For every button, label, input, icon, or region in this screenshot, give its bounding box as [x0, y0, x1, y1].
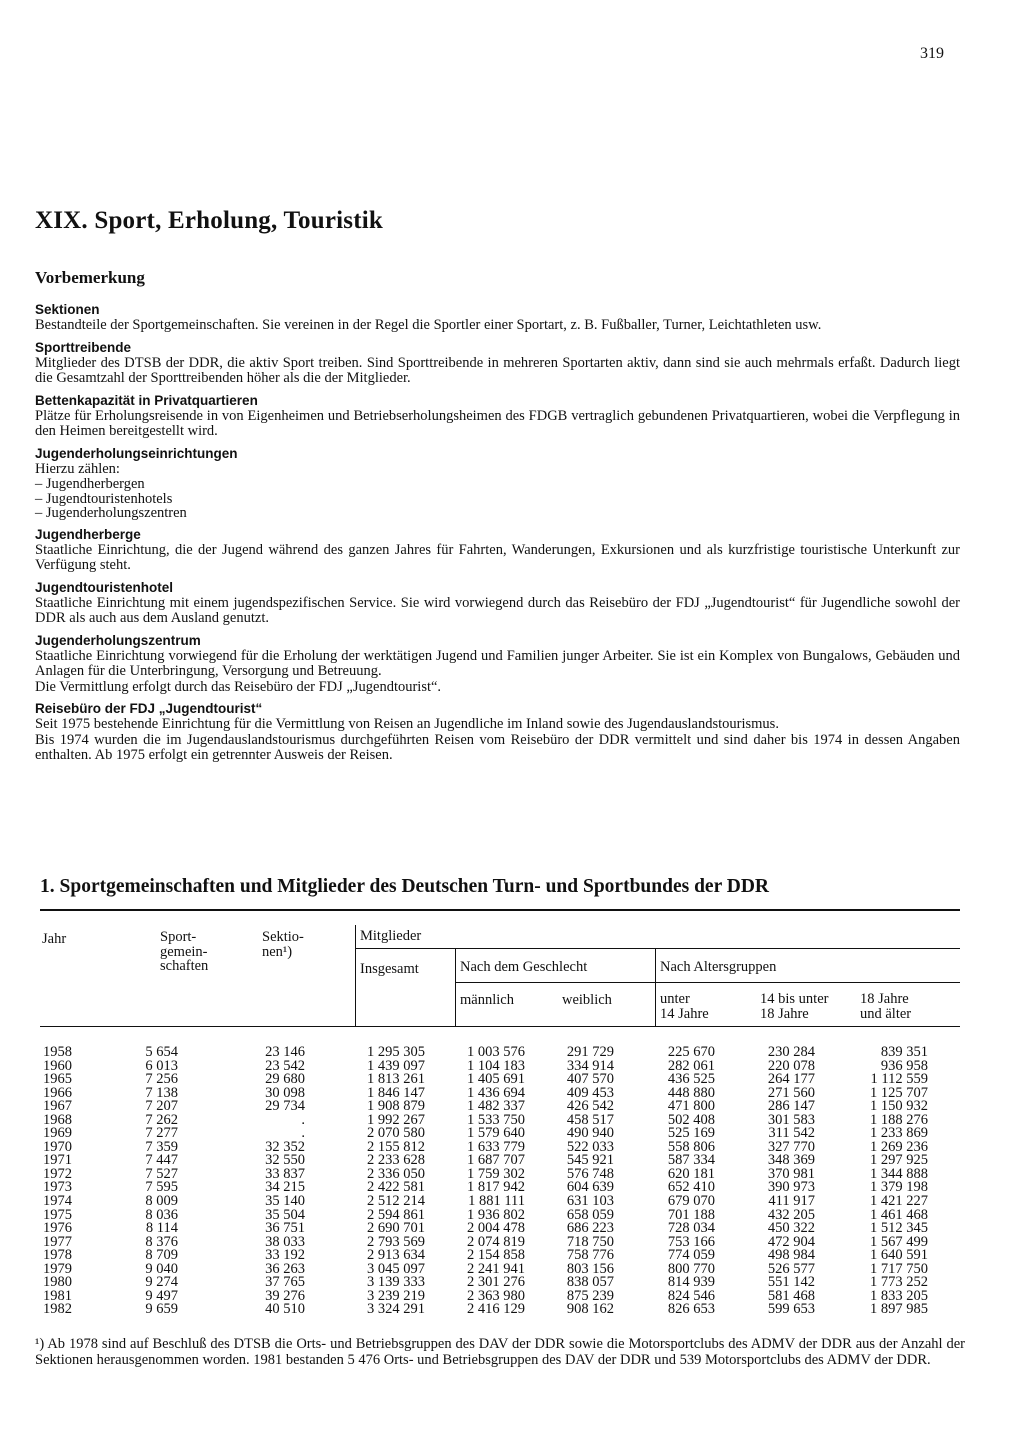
cell-14-bis-18: 432 205: [767, 1206, 815, 1223]
header-mitglieder: Mitglieder: [360, 928, 422, 944]
cell-unter-14: 800 770: [667, 1260, 715, 1277]
cell-insgesamt: 1 908 879: [367, 1098, 425, 1115]
cell-jahr: 1971: [43, 1152, 72, 1169]
column-divider: [655, 948, 656, 1027]
cell-unter-14: 620 181: [667, 1165, 715, 1182]
definition-term: Sektionen: [35, 302, 100, 317]
page-number: 319: [920, 45, 944, 62]
cell-18-und-aelter: 1 833 205: [870, 1287, 928, 1304]
definition-block: [35, 340, 960, 387]
cell-jahr: 1970: [43, 1138, 72, 1155]
definition-text: [35, 462, 960, 478]
cell-14-bis-18: 301 583: [767, 1111, 815, 1128]
definition-text: [35, 717, 960, 764]
definition-text: [35, 409, 960, 440]
cell-maennlich: 2 301 276: [467, 1274, 525, 1291]
definition-list-item: – Jugendtouristenhotels: [35, 492, 960, 507]
cell-insgesamt: 1 439 097: [367, 1057, 425, 1074]
cell-14-bis-18: 411 917: [768, 1193, 815, 1210]
cell-unter-14: 525 169: [667, 1125, 715, 1142]
header-nach-geschlecht: Nach dem Geschlecht: [460, 959, 588, 975]
cell-sektionen: .: [301, 1111, 305, 1128]
cell-sportgemeinschaften: 6 013: [145, 1057, 178, 1074]
header-sportgemeinschaften-line: gemein-: [160, 943, 208, 960]
table-rule-mitglieder: [355, 948, 960, 949]
cell-sektionen: 39 276: [265, 1287, 305, 1304]
cell-18-und-aelter: 1 269 236: [870, 1138, 928, 1155]
cell-maennlich: 2 154 858: [467, 1247, 525, 1264]
header-18-und-aelter-line: und älter: [860, 1005, 912, 1022]
cell-sportgemeinschaften: 7 262: [145, 1111, 178, 1128]
cell-unter-14: 502 408: [667, 1111, 715, 1128]
header-18-und-aelter: [860, 992, 911, 1021]
definition-block: [35, 580, 960, 627]
table-title: 1. Sportgemeinschaften und Mitglieder des Deutschen Turn- und Sportbundes der DDR: [40, 876, 770, 897]
cell-maennlich: 2 416 129: [467, 1301, 525, 1318]
table-rule-subgroups: [455, 982, 960, 983]
cell-unter-14: 753 166: [667, 1233, 715, 1250]
cell-unter-14: 652 410: [667, 1179, 715, 1196]
cell-18-und-aelter: 1 773 252: [870, 1274, 928, 1291]
cell-18-und-aelter: 1 112 559: [870, 1071, 928, 1088]
definition-text: [35, 596, 960, 627]
definitions: [35, 302, 960, 770]
cell-14-bis-18: 348 369: [767, 1152, 815, 1169]
definition-term: Jugendherberge: [35, 526, 141, 542]
cell-weiblich: 545 921: [566, 1152, 614, 1169]
cell-18-und-aelter: 839 351: [880, 1044, 928, 1060]
cell-sportgemeinschaften: 5 654: [145, 1044, 178, 1060]
cell-14-bis-18: 311 542: [768, 1125, 815, 1142]
definition-block: [35, 393, 960, 440]
cell-weiblich: 803 156: [566, 1260, 614, 1277]
cell-insgesamt: 3 324 291: [367, 1301, 425, 1318]
cell-jahr: 1958: [43, 1044, 72, 1060]
header-14-bis-18-line: 14 bis unter: [760, 991, 829, 1007]
cell-weiblich: 490 940: [566, 1125, 614, 1142]
cell-jahr: 1960: [43, 1057, 72, 1074]
definition-term: Jugendtouristenhotel: [35, 579, 173, 595]
cell-insgesamt: 2 512 214: [367, 1193, 425, 1210]
definition-text: [35, 356, 960, 387]
cell-sektionen: 33 192: [265, 1247, 305, 1264]
cell-weiblich: 426 542: [566, 1098, 614, 1115]
cell-maennlich: 2 363 980: [467, 1287, 525, 1304]
cell-unter-14: 774 059: [667, 1247, 715, 1264]
cell-14-bis-18: 271 560: [767, 1084, 815, 1101]
cell-sektionen: 40 510: [265, 1301, 305, 1318]
cell-jahr: 1967: [43, 1098, 72, 1115]
definition-list: [35, 477, 960, 521]
cell-18-und-aelter: 1 567 499: [870, 1233, 928, 1250]
cell-insgesamt: 2 155 812: [367, 1138, 425, 1155]
cell-weiblich: 686 223: [566, 1220, 614, 1237]
cell-maennlich: 1 436 694: [467, 1084, 525, 1101]
cell-sportgemeinschaften: 7 359: [145, 1138, 178, 1155]
cell-jahr: 1969: [43, 1125, 72, 1142]
cell-maennlich: 1 482 337: [467, 1098, 525, 1115]
cell-18-und-aelter: 1 188 276: [870, 1111, 928, 1128]
cell-maennlich: 1 104 183: [467, 1057, 525, 1074]
cell-jahr: 1973: [43, 1179, 72, 1196]
cell-14-bis-18: 230 284: [767, 1044, 815, 1060]
definition-paragraph: Plätze für Erholungsreisende in von Eigenheimen und Betriebserholungsheimen des FDGB vertraglich gebundenen Privatquartieren, wobei die Verpflegung in den Heimen bereitgestellt wird.: [35, 407, 960, 439]
definition-paragraph: Bis 1974 wurden die im Jugendauslandstourismus durchgeführten Reisen vom Reisebüro der DDR vermittelt und sind daher bis 1974 in dessen Angaben enthalten. Ab 1975 erfolgt ein getrennter Ausweis der Reisen.: [35, 731, 960, 763]
cell-weiblich: 407 570: [566, 1071, 614, 1088]
cell-18-und-aelter: 1 640 591: [870, 1247, 928, 1264]
header-sektionen-line: Sektio-: [262, 929, 304, 945]
header-sektionen: [262, 930, 332, 959]
cell-sportgemeinschaften: 8 376: [145, 1233, 178, 1250]
cell-18-und-aelter: 1 717 750: [870, 1260, 928, 1277]
cell-sektionen: 35 140: [265, 1193, 305, 1210]
cell-sportgemeinschaften: 7 138: [145, 1084, 178, 1101]
definition-text: [35, 649, 960, 696]
cell-jahr: 1980: [43, 1274, 72, 1291]
cell-jahr: 1977: [43, 1233, 72, 1250]
cell-sportgemeinschaften: 8 709: [145, 1247, 178, 1264]
header-sportgemeinschaften-line: Sport-: [160, 929, 197, 945]
cell-18-und-aelter: 1 461 468: [870, 1206, 928, 1223]
cell-sportgemeinschaften: 7 207: [145, 1098, 178, 1115]
cell-unter-14: 728 034: [667, 1220, 715, 1237]
definition-paragraph: Bestandteile der Sportgemeinschaften. Sie vereinen in der Regel die Sportler einer Sportart, z. B. Fußballer, Turner, Leichtathleten usw.: [35, 317, 822, 333]
cell-sektionen: 23 146: [265, 1044, 305, 1060]
cell-maennlich: 1 881 111: [468, 1193, 525, 1210]
cell-14-bis-18: 599 653: [767, 1301, 815, 1318]
cell-insgesamt: 2 594 861: [367, 1206, 425, 1223]
cell-sportgemeinschaften: 9 274: [145, 1274, 178, 1291]
header-sportgemeinschaften: [160, 930, 235, 974]
cell-sportgemeinschaften: 9 040: [145, 1260, 178, 1277]
cell-unter-14: 587 334: [667, 1152, 715, 1169]
definition-paragraph: Staatliche Einrichtung vorwiegend für die Erholung der werktätigen Jugend und Familien junger Arbeiter. Sie ist ein Komplex von Bungalows, Gebäuden und Anlagen für die Unterbringung, Versorgung und Betreuung.: [35, 647, 960, 679]
cell-18-und-aelter: 1 125 707: [870, 1084, 928, 1101]
cell-weiblich: 631 103: [566, 1193, 614, 1210]
cell-14-bis-18: 327 770: [767, 1138, 815, 1155]
cell-maennlich: 2 241 941: [467, 1260, 525, 1277]
cell-insgesamt: 2 690 701: [367, 1220, 425, 1237]
cell-sektionen: 36 751: [265, 1220, 305, 1237]
table-footnote: ¹) Ab 1978 sind auf Beschluß des DTSB die Orts- und Betriebsgruppen des DAV der DDR sowie die Motorsportclubs des ADMV der DDR aus der Anzahl der Sektionen herausgenommen worden. 1981 bestanden 5 476 Orts- und Betriebsgruppen des DAV der DDR und 539 Motorsportclubs des ADMV der DDR.: [35, 1336, 965, 1368]
cell-14-bis-18: 498 984: [767, 1247, 815, 1264]
cell-insgesamt: 3 045 097: [367, 1260, 425, 1277]
cell-18-und-aelter: 1 421 227: [870, 1193, 928, 1210]
section-title: Vorbemerkung: [35, 268, 145, 287]
cell-jahr: 1982: [43, 1301, 72, 1318]
definition-term: Jugenderholungseinrichtungen: [35, 445, 238, 461]
definition-term: Sporttreibende: [35, 339, 132, 355]
cell-insgesamt: 1 846 147: [367, 1084, 425, 1101]
cell-weiblich: 576 748: [566, 1165, 614, 1182]
cell-jahr: 1979: [43, 1260, 72, 1277]
cell-sektionen: 29 734: [265, 1098, 305, 1115]
cell-weiblich: 334 914: [566, 1057, 614, 1074]
cell-maennlich: 2 004 478: [467, 1220, 525, 1237]
cell-sektionen: 36 263: [265, 1260, 305, 1277]
header-unter-14-line: 14 Jahre: [660, 1005, 709, 1022]
definition-block: [35, 446, 960, 521]
cell-sportgemeinschaften: 7 447: [145, 1152, 178, 1169]
header-weiblich: weiblich: [562, 992, 612, 1008]
definition-text: [35, 318, 960, 334]
definition-term: Jugenderholungszentrum: [35, 632, 201, 648]
cell-unter-14: 448 880: [667, 1084, 715, 1101]
cell-jahr: 1966: [43, 1084, 72, 1101]
table-rule-top: [40, 909, 960, 911]
cell-weiblich: 758 776: [566, 1247, 614, 1264]
cell-14-bis-18: 370 981: [767, 1165, 815, 1182]
cell-unter-14: 824 546: [667, 1287, 715, 1304]
cell-unter-14: 225 670: [667, 1044, 715, 1060]
definition-paragraph: Staatliche Einrichtung, die der Jugend während des ganzen Jahres für Fahrten, Wanderungen, Exkursionen und als kurzfristige touristische Unterkunft zur Verfügung steht.: [35, 541, 960, 573]
cell-jahr: 1976: [43, 1220, 72, 1237]
cell-unter-14: 471 800: [667, 1098, 715, 1115]
cell-weiblich: 718 750: [566, 1233, 614, 1250]
definition-term: Bettenkapazität in Privatquartieren: [35, 392, 258, 408]
cell-sektionen: 30 098: [265, 1084, 305, 1101]
cell-maennlich: 1 817 942: [467, 1179, 525, 1196]
definition-paragraph: Mitglieder des DTSB der DDR, die aktiv Sport treiben. Sind Sporttreibende in mehreren Sportarten aktiv, dann sind sie auch mehrmals erfaßt. Dadurch liegt die Gesamtzahl der Sporttreibenden höher als die der Mitglieder.: [35, 354, 960, 386]
cell-18-und-aelter: 1 512 345: [870, 1220, 928, 1237]
cell-insgesamt: 1 813 261: [367, 1071, 425, 1088]
header-unter-14-line: unter: [660, 991, 690, 1007]
cell-weiblich: 838 057: [566, 1274, 614, 1291]
cell-18-und-aelter: 1 150 932: [870, 1098, 928, 1115]
definition-text: [35, 543, 960, 574]
cell-maennlich: 1 633 779: [467, 1138, 525, 1155]
cell-sportgemeinschaften: 9 659: [145, 1301, 178, 1318]
cell-maennlich: 1 936 802: [467, 1206, 525, 1223]
header-sportgemeinschaften-line: schaften: [160, 958, 209, 974]
cell-weiblich: 908 162: [566, 1301, 614, 1318]
cell-jahr: 1968: [43, 1111, 72, 1128]
cell-insgesamt: 3 139 333: [367, 1274, 425, 1291]
header-unter-14: [660, 992, 709, 1021]
cell-weiblich: 658 059: [566, 1206, 614, 1223]
cell-sportgemeinschaften: 9 497: [145, 1287, 178, 1304]
cell-insgesamt: 1 992 267: [367, 1111, 425, 1128]
cell-unter-14: 679 070: [667, 1193, 715, 1210]
cell-weiblich: 409 453: [566, 1084, 614, 1101]
cell-jahr: 1981: [43, 1287, 72, 1304]
definition-paragraph: Die Vermittlung erfolgt durch das Reisebüro der FDJ „Jugendtourist“.: [35, 678, 442, 695]
cell-18-und-aelter: 1 233 869: [870, 1125, 928, 1142]
header-jahr: Jahr: [42, 931, 67, 947]
cell-18-und-aelter: 1 297 925: [870, 1152, 928, 1169]
cell-18-und-aelter: 1 897 985: [870, 1301, 928, 1318]
cell-jahr: 1965: [43, 1071, 72, 1088]
cell-maennlich: 1 533 750: [467, 1111, 525, 1128]
cell-sektionen: 23 542: [265, 1057, 305, 1074]
cell-unter-14: 558 806: [667, 1138, 715, 1155]
cell-weiblich: 875 239: [566, 1287, 614, 1304]
header-insgesamt: Insgesamt: [360, 961, 419, 977]
cell-sportgemeinschaften: 7 256: [145, 1071, 178, 1088]
cell-insgesamt: 2 422 581: [367, 1179, 425, 1196]
definition-paragraph: Seit 1975 bestehende Einrichtung für die Vermittlung von Reisen an Jugendliche im Inland sowie des Jugendauslandstourismus.: [35, 716, 779, 732]
cell-sportgemeinschaften: 8 009: [145, 1193, 178, 1210]
cell-18-und-aelter: 1 344 888: [870, 1165, 928, 1182]
definition-block: [35, 633, 960, 696]
cell-14-bis-18: 526 577: [767, 1260, 815, 1277]
cell-14-bis-18: 472 904: [767, 1233, 815, 1250]
cell-14-bis-18: 220 078: [767, 1057, 815, 1074]
table-rule-header-bottom: [40, 1026, 960, 1027]
cell-sportgemeinschaften: 8 114: [145, 1220, 178, 1237]
cell-insgesamt: 3 239 219: [367, 1287, 425, 1304]
cell-jahr: 1975: [43, 1206, 72, 1223]
cell-sektionen: 32 352: [265, 1138, 305, 1155]
column-divider: [455, 948, 456, 1027]
cell-maennlich: 1 579 640: [467, 1125, 525, 1142]
chapter-title: XIX. Sport, Erholung, Touristik: [35, 207, 383, 234]
cell-14-bis-18: 551 142: [767, 1274, 815, 1291]
header-18-und-aelter-line: 18 Jahre: [860, 991, 909, 1007]
cell-sportgemeinschaften: 7 527: [145, 1165, 178, 1182]
cell-sektionen: 38 033: [265, 1233, 305, 1250]
cell-insgesamt: 2 233 628: [367, 1152, 425, 1169]
cell-14-bis-18: 450 322: [767, 1220, 815, 1237]
header-14-bis-18: [760, 992, 828, 1021]
header-nach-altersgruppen: Nach Altersgruppen: [660, 959, 777, 975]
cell-insgesamt: 2 793 569: [367, 1233, 425, 1250]
cell-weiblich: 458 517: [566, 1111, 614, 1128]
definition-paragraph: Hierzu zählen:: [35, 460, 120, 477]
cell-sportgemeinschaften: 7 277: [145, 1125, 178, 1142]
cell-14-bis-18: 286 147: [767, 1098, 815, 1115]
cell-weiblich: 522 033: [566, 1138, 614, 1155]
cell-insgesamt: 1 295 305: [367, 1044, 425, 1060]
cell-weiblich: 291 729: [566, 1044, 614, 1060]
cell-sektionen: 34 215: [265, 1179, 305, 1196]
column-divider: [355, 925, 356, 1027]
cell-sportgemeinschaften: 8 036: [145, 1206, 178, 1223]
cell-unter-14: 701 188: [667, 1206, 715, 1223]
header-sektionen-line: nen¹): [262, 943, 293, 960]
cell-insgesamt: 2 070 580: [367, 1125, 425, 1142]
cell-14-bis-18: 390 973: [767, 1179, 815, 1196]
definition-block: [35, 527, 960, 574]
cell-sektionen: .: [301, 1125, 305, 1142]
header-14-bis-18-line: 18 Jahre: [760, 1005, 809, 1022]
definition-list-item: – Jugenderholungszentren: [35, 506, 960, 521]
definition-term: Reisebüro der FDJ „Jugendtourist“: [35, 701, 263, 716]
cell-sektionen: 37 765: [265, 1274, 305, 1291]
cell-insgesamt: 2 336 050: [367, 1165, 425, 1182]
cell-insgesamt: 2 913 634: [367, 1247, 425, 1264]
cell-jahr: 1978: [43, 1247, 72, 1264]
definition-paragraph: Staatliche Einrichtung mit einem jugendspezifischen Service. Sie wird vorwiegend durch das Reisebüro der FDJ „Jugendtourist“ für Jugendliche sowohl der DDR als auch aus dem Ausland genutzt.: [35, 594, 960, 626]
cell-18-und-aelter: 1 379 198: [870, 1179, 928, 1196]
cell-unter-14: 814 939: [667, 1274, 715, 1291]
cell-weiblich: 604 639: [566, 1179, 614, 1196]
header-maennlich: männlich: [460, 992, 514, 1008]
definition-list-item: – Jugendherbergen: [35, 477, 960, 492]
cell-jahr: 1972: [43, 1165, 72, 1182]
cell-maennlich: 2 074 819: [467, 1233, 525, 1250]
cell-maennlich: 1 003 576: [467, 1044, 525, 1060]
cell-sektionen: 33 837: [265, 1165, 305, 1182]
cell-unter-14: 436 525: [667, 1071, 715, 1088]
cell-sektionen: 35 504: [265, 1206, 305, 1223]
cell-maennlich: 1 759 302: [467, 1165, 525, 1182]
cell-jahr: 1974: [43, 1193, 72, 1210]
cell-14-bis-18: 264 177: [767, 1071, 815, 1088]
cell-sektionen: 32 550: [265, 1152, 305, 1169]
cell-sektionen: 29 680: [265, 1071, 305, 1088]
cell-14-bis-18: 581 468: [767, 1287, 815, 1304]
cell-maennlich: 1 405 691: [467, 1071, 525, 1088]
cell-18-und-aelter: 936 958: [880, 1057, 928, 1074]
cell-unter-14: 282 061: [667, 1057, 715, 1074]
cell-unter-14: 826 653: [667, 1301, 715, 1318]
definition-block: [35, 302, 960, 334]
cell-maennlich: 1 687 707: [467, 1152, 525, 1169]
cell-sportgemeinschaften: 7 595: [145, 1179, 178, 1196]
definition-block: [35, 701, 960, 764]
